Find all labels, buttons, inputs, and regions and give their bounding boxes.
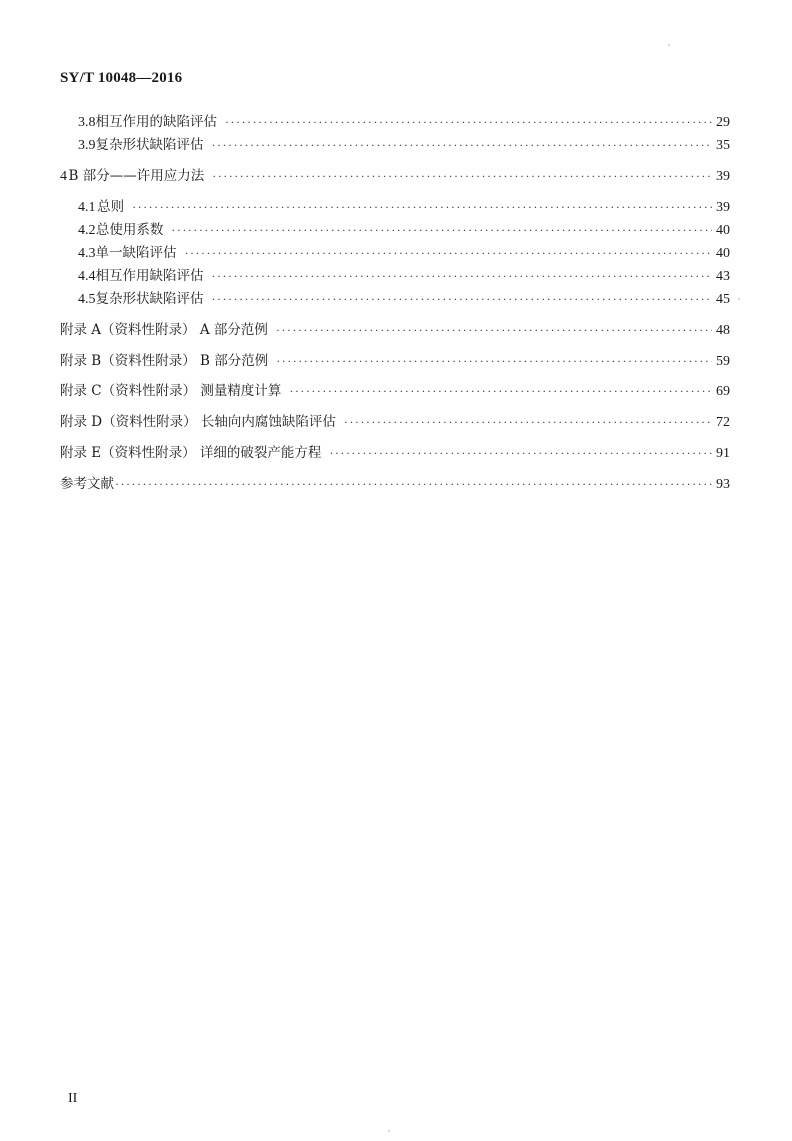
page-number: II <box>68 1091 78 1106</box>
toc-entry-4-2[interactable] <box>78 219 730 241</box>
scan-speck <box>738 298 740 300</box>
toc-entry-page: 29 <box>716 115 730 130</box>
toc-leader-dots <box>276 350 712 372</box>
toc-entry-title: 相互作用的缺陷评估 <box>95 114 217 130</box>
toc-leader-dots <box>171 219 712 241</box>
toc-entry-number: 3.8 <box>78 115 96 130</box>
toc-leader-dots <box>329 442 712 464</box>
toc-entry-number: 4 <box>60 169 67 184</box>
toc-leader-dots <box>212 265 713 287</box>
toc-entry-references[interactable] <box>60 473 730 495</box>
toc-entry-page: 43 <box>716 269 730 284</box>
toc-entry-4-5[interactable] <box>78 288 730 310</box>
toc-entry-title: 复杂形状缺陷评估 <box>95 137 204 153</box>
toc-entry-3-9[interactable] <box>78 134 730 156</box>
scan-speck <box>668 44 670 46</box>
toc-entry-page: 40 <box>716 223 730 238</box>
toc-entry-page: 48 <box>716 323 730 338</box>
toc-entry-3-8[interactable] <box>78 111 730 133</box>
toc-leader-dots <box>344 411 712 433</box>
toc-entry-page: 45 <box>716 292 730 307</box>
toc-entry-number: 4.1 <box>78 200 96 215</box>
toc-entry-number: 4.3 <box>78 246 96 261</box>
toc-entry-appendix-a[interactable] <box>60 319 730 341</box>
toc-entry-title: 总则 <box>97 199 125 215</box>
toc-entry-page: 40 <box>716 246 730 261</box>
toc-leader-dots <box>225 111 712 133</box>
toc-leader-dots <box>212 134 713 156</box>
toc-entry-page: 35 <box>716 138 730 153</box>
toc-entry-number: 4.2 <box>78 223 96 238</box>
toc-leader-dots <box>115 473 712 495</box>
toc-entry-appendix-c[interactable] <box>60 380 730 402</box>
toc-leader-dots <box>132 196 712 218</box>
toc-entry-4-4[interactable] <box>78 265 730 287</box>
toc-entry-appendix-d[interactable] <box>60 411 730 433</box>
toc-entry-page: 69 <box>716 384 730 399</box>
toc-leader-dots <box>212 165 712 187</box>
toc-entry-title: B 部分——许用应力法 <box>68 168 205 184</box>
toc-leader-dots <box>276 319 712 341</box>
toc-entry-appendix-b[interactable] <box>60 350 730 372</box>
toc-entry-appendix-e[interactable] <box>60 442 730 464</box>
toc-entry-number: 4.5 <box>78 292 96 307</box>
document-code: SY/T 10048—2016 <box>60 70 183 86</box>
toc-leader-dots <box>212 288 713 310</box>
toc-entry-title: 复杂形状缺陷评估 <box>95 291 204 307</box>
toc-entry-page: 93 <box>716 477 730 492</box>
toc-entry-chapter-4[interactable] <box>60 165 730 187</box>
toc-entry-page: 59 <box>716 354 730 369</box>
toc-entry-4-1[interactable] <box>78 196 730 218</box>
toc-entry-title: 附录 E（资料性附录） 详细的破裂产能方程 <box>60 445 322 461</box>
toc-entry-page: 91 <box>716 446 730 461</box>
toc-entry-number: 3.9 <box>78 138 96 153</box>
toc-leader-dots <box>289 380 712 402</box>
toc-entry-title: 总使用系数 <box>95 222 164 238</box>
toc-entry-page: 72 <box>716 415 730 430</box>
toc-entry-title: 附录 A（资料性附录） A 部分范例 <box>60 322 268 338</box>
scan-speck <box>388 1130 390 1132</box>
toc-entry-title: 相互作用缺陷评估 <box>95 268 204 284</box>
toc-leader-dots <box>185 242 713 264</box>
toc-entry-4-3[interactable] <box>78 242 730 264</box>
toc-entry-title: 参考文献 <box>60 476 114 492</box>
toc-entry-title: 单一缺陷评估 <box>95 245 177 261</box>
toc-entry-title: 附录 D（资料性附录） 长轴向内腐蚀缺陷评估 <box>60 414 336 430</box>
toc-entry-page: 39 <box>716 200 730 215</box>
toc-entry-title: 附录 B（资料性附录） B 部分范例 <box>60 353 269 369</box>
toc-entry-page: 39 <box>716 169 730 184</box>
toc-entry-number: 4.4 <box>78 269 96 284</box>
toc-entry-title: 附录 C（资料性附录） 测量精度计算 <box>60 383 282 399</box>
